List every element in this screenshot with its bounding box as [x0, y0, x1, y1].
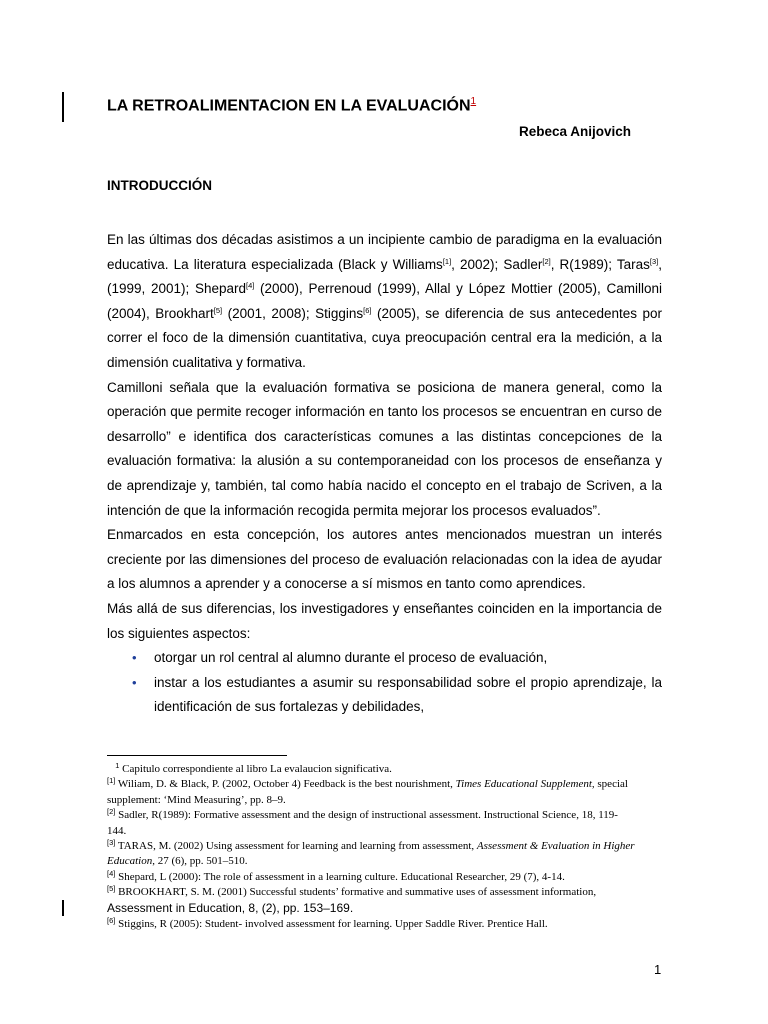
footnote-ref[interactable]: [4] [245, 281, 255, 291]
section-heading: INTRODUCCIÓN [107, 178, 212, 193]
footnote-ref[interactable]: [6] [363, 305, 372, 315]
paragraph: Enmarcados en esta concepción, los autores antes mencionados muestran un interés creciente por las dimensiones del proceso de evaluación relacionadas con la idea de ayudar a los alumnos a aprender y a conocerse a sí mismos en tanto como aprendices. [107, 527, 662, 592]
footnote-ref[interactable]: [1] [442, 256, 452, 266]
footnotes [107, 762, 637, 932]
page-number: 1 [654, 962, 662, 977]
paragraph: Camilloni señala que la evaluación formativa se posiciona de manera general, como la operación que permite recoger información en tanto los procesos se encuentran en curso de desarrollo” e identifica dos características comunes a las distintas concepciones de la evaluación formativa: la alusión a su contemporaneidad con los procesos de enseñanza y de aprendizaje y, también, tal como había nacido el concepto en el trabajo de Scriven, a la intención de que la información recogida permita mejorar los procesos evaluados”. [107, 379, 662, 518]
footnote: [6] Stiggins, R (2005): Student- involved assessment for learning. Upper Saddle River. Prentice Hall. [107, 916, 548, 931]
footnote-ref[interactable]: [2] [542, 256, 551, 266]
footnote-ref[interactable]: [3] [649, 256, 659, 266]
body-text [107, 228, 662, 720]
author-name: Rebeca Anijovich [518, 124, 631, 139]
list-item: • otorgar un rol central al alumno durante el proceso de evaluación, [132, 646, 662, 671]
list-item: • instar a los estudiantes a asumir su responsabilidad sobre el propio aprendizaje, la identificación de sus fortalezas y debilidades, [132, 671, 662, 720]
footnote-separator [107, 755, 287, 756]
footnote: [5] BROOKHART, S. M. (2001) Successful students’ formative and summative uses of assessment information, Assessment in Education, 8, (2), pp. 153–169. [107, 884, 597, 915]
paragraph: Más allá de sus diferencias, los investigadores y enseñantes coinciden en la importancia de los siguientes aspectos: [107, 600, 662, 641]
footnote: [4] Shepard, L (2000): The role of assessment in a learning culture. Educational Researcher, 29 (7), 4-14. [107, 868, 565, 883]
revision-bar [62, 900, 64, 916]
revision-bar [62, 92, 64, 122]
bullet-icon: • [132, 674, 137, 690]
footnote: [1] Wiliam, D. & Black, P. (2002, October 4) Feedback is the best nourishment, Times Educational Supplement, special supplement: ‘Mind Measuring’, pp. 8–9. [107, 776, 628, 806]
paragraph: En las últimas dos décadas asistimos a un incipiente cambio de paradigma en la evaluación educativa. La literatura especializada (Black y Williams[1], 2002); Sadler[2], R(1989); Taras[3], (1999, 2001); Shepard[4] (2000), Perrenoud (1999), Allal y López Mottier (2005), Camilloni (2004), Brookhart[5] (2001, 2008); Stiggins[6] (2005), se diferencia de sus antecedentes por correr el foco de la dimensión cuantitativa, cuya preocupación central era la medición, a la dimensión cualitativa y formativa. [107, 232, 662, 370]
title-footnote-link[interactable]: 1 [470, 96, 477, 107]
footnote: $^1$ Capitulo correspondiente al libro La evalaucion significativa. [115, 761, 392, 775]
footnote-ref[interactable]: [5] [213, 305, 223, 315]
document-title: LA RETROALIMENTACION EN LA EVALUACIÓN$^1$ [107, 96, 477, 115]
footnote: [2] Sadler, R(1989): Formative assessment and the design of instructional assessment. Instructional Science, 18, 119-144. [107, 807, 618, 837]
bullet-list [107, 646, 662, 720]
footnote: [3] TARAS, M. (2002) Using assessment for learning and learning from assessment, Assessment & Evaluation in Higher Education, 27 (6), pp. 501–510. [107, 838, 635, 868]
bullet-icon: • [132, 650, 137, 666]
